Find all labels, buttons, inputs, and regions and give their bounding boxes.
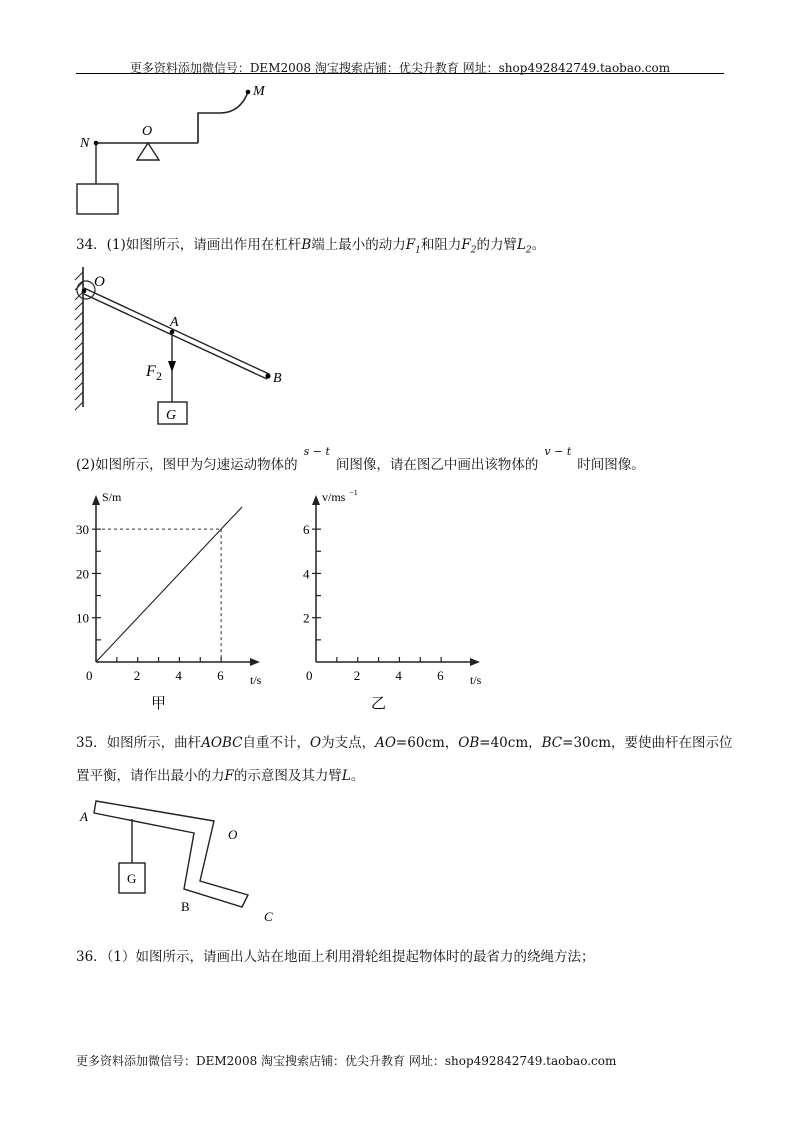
y-tick-label: 4 [303, 566, 310, 582]
y-axis-label: S/m [102, 490, 122, 504]
page-header: 更多资料添加微信号：DEM2008 淘宝搜索店铺：优尖升教育 网址：shop492842749.taobao.com [129, 61, 671, 75]
y-axis-arrow [92, 495, 100, 505]
label-g: G [166, 408, 177, 423]
st-chart [70, 490, 280, 715]
question-35-line2: 置平衡，请作出最小的力F的示意图及其力臂L。 [76, 768, 365, 784]
header-rule [76, 73, 724, 74]
x-tick-label: 0 [306, 668, 313, 683]
x-tick-label: 4 [395, 668, 402, 683]
vt-chart [290, 490, 500, 715]
y-tick-label: 6 [303, 522, 310, 538]
question-36: 36．（1）如图所示，请画出人站在地面上利用滑轮组提起物体时的最省力的绕绳方法； [76, 949, 595, 965]
label-a: A [170, 315, 179, 330]
y-axis-arrow [312, 495, 320, 505]
x-axis-arrow [250, 658, 260, 666]
y-tick-label: 30 [76, 522, 89, 538]
x-tick-label: 6 [437, 668, 444, 683]
label-g: G [127, 871, 137, 886]
chart-title: 甲 [151, 696, 167, 712]
crank-lever-figure-35 [76, 795, 286, 930]
x-axis-arrow [470, 658, 480, 666]
y-tick-label: 2 [303, 610, 310, 626]
question-35-line1: 35．如图所示，曲杆AOBC自重不计，O为支点，AO=60cm，OB=40cm，BC=30cm，要使曲杆在图示位 [76, 735, 733, 751]
x-tick-label: 0 [86, 668, 93, 683]
label-n: N [80, 136, 90, 151]
x-axis-label: t/s [470, 673, 482, 687]
x-tick-label: 4 [175, 668, 182, 683]
y-axis-label: v/ms [322, 490, 346, 504]
label-o: O [228, 827, 238, 842]
question-34-part1: 34．(1)如图所示，请画出作用在杠杆B端上最小的动力$F_1$和阻力$F_2$的力臂$L_2$。 [76, 237, 546, 256]
label-o: O [142, 124, 153, 139]
label-m: M [253, 84, 265, 99]
label-o: O [94, 274, 105, 290]
label-c: C [264, 909, 273, 924]
y-axis-label-sup: −1 [349, 490, 358, 497]
page-footer: 更多资料添加微信号：DEM2008 淘宝搜索店铺：优尖升教育 网址：shop492842749.taobao.com [76, 1054, 617, 1068]
label-b: B [181, 899, 190, 914]
label-b: B [273, 371, 282, 386]
label-f-sub: 2 [156, 369, 162, 383]
lever-figure-33 [70, 80, 300, 225]
label-a: A [80, 809, 88, 824]
y-tick-label: 10 [76, 610, 89, 626]
x-tick-label: 2 [133, 668, 141, 683]
x-tick-label: 6 [217, 668, 224, 683]
series-line [96, 507, 242, 662]
chart-title: 乙 [371, 696, 387, 712]
question-34-part2: (2)如图所示，图甲为匀速运动物体的$^{s - t}$间图像，请在图乙中画出该物体的$^{v - t}$时间图像。 [76, 445, 645, 473]
wall-lever-figure-34 [70, 262, 300, 427]
x-axis-label: t/s [250, 673, 262, 687]
label-f: F [146, 363, 156, 380]
y-tick-label: 20 [76, 566, 89, 582]
x-tick-label: 2 [353, 668, 361, 683]
